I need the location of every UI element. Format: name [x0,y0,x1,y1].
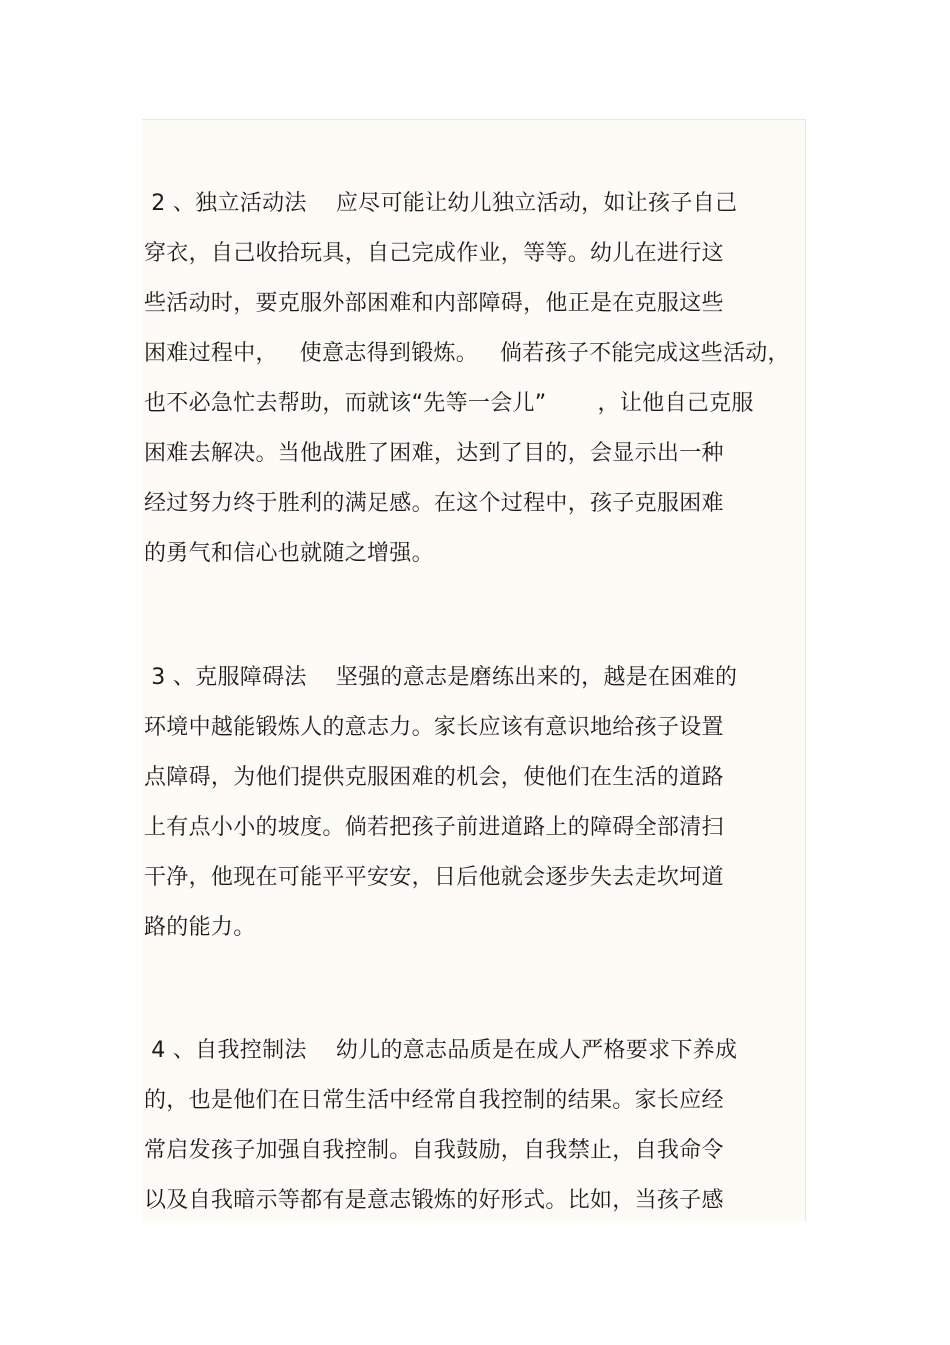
text-line: 环境中越能锻炼人的意志力。家长应该有意识地给孩子设置 [144,715,724,740]
text-line: 4 、自我控制法 幼儿的意志品质是在成人严格要求下养成 [144,1038,738,1063]
text-line: 经过努力终于胜利的满足感。在这个过程中，孩子克服困难 [144,491,724,516]
text-line: 上有点小小的坡度。倘若把孩子前进道路上的障碍全部清扫 [144,815,724,840]
text-line: 的勇气和信心也就随之增强。 [144,541,434,566]
text-line: 困难去解决。当他战胜了困难，达到了目的，会显示出一种 [144,441,724,466]
document-page [142,119,806,1221]
text-line: 以及自我暗示等都有是意志锻炼的好形式。比如，当孩子感 [144,1188,724,1213]
text-line: 3 、克服障碍法 坚强的意志是磨练出来的，越是在困难的 [144,665,738,690]
text-line: 的，也是他们在日常生活中经常自我控制的结果。家长应经 [144,1088,724,1113]
text-line: 干净，他现在可能平平安安，日后他就会逐步失去走坎坷道 [144,865,724,890]
text-line: 2 、独立活动法 应尽可能让幼儿独立活动，如让孩子自己 [144,191,738,216]
text-line: 穿衣，自己收拾玩具，自己完成作业，等等。幼儿在进行这 [144,241,724,266]
text-line: 困难过程中， 使意志得到锻炼。 倘若孩子不能完成这些活动， [144,341,790,366]
text-line: 些活动时，要克服外部困难和内部障碍，他正是在克服这些 [144,291,724,316]
text-line: 常启发孩子加强自我控制。自我鼓励，自我禁止，自我命令 [144,1138,724,1163]
text-line: 点障碍，为他们提供克服困难的机会，使他们在生活的道路 [144,765,724,790]
text-line: 也不必急忙去帮助，而就该“先等一会儿” ，让他自己克服 [144,391,754,416]
text-line: 路的能力。 [144,915,256,940]
